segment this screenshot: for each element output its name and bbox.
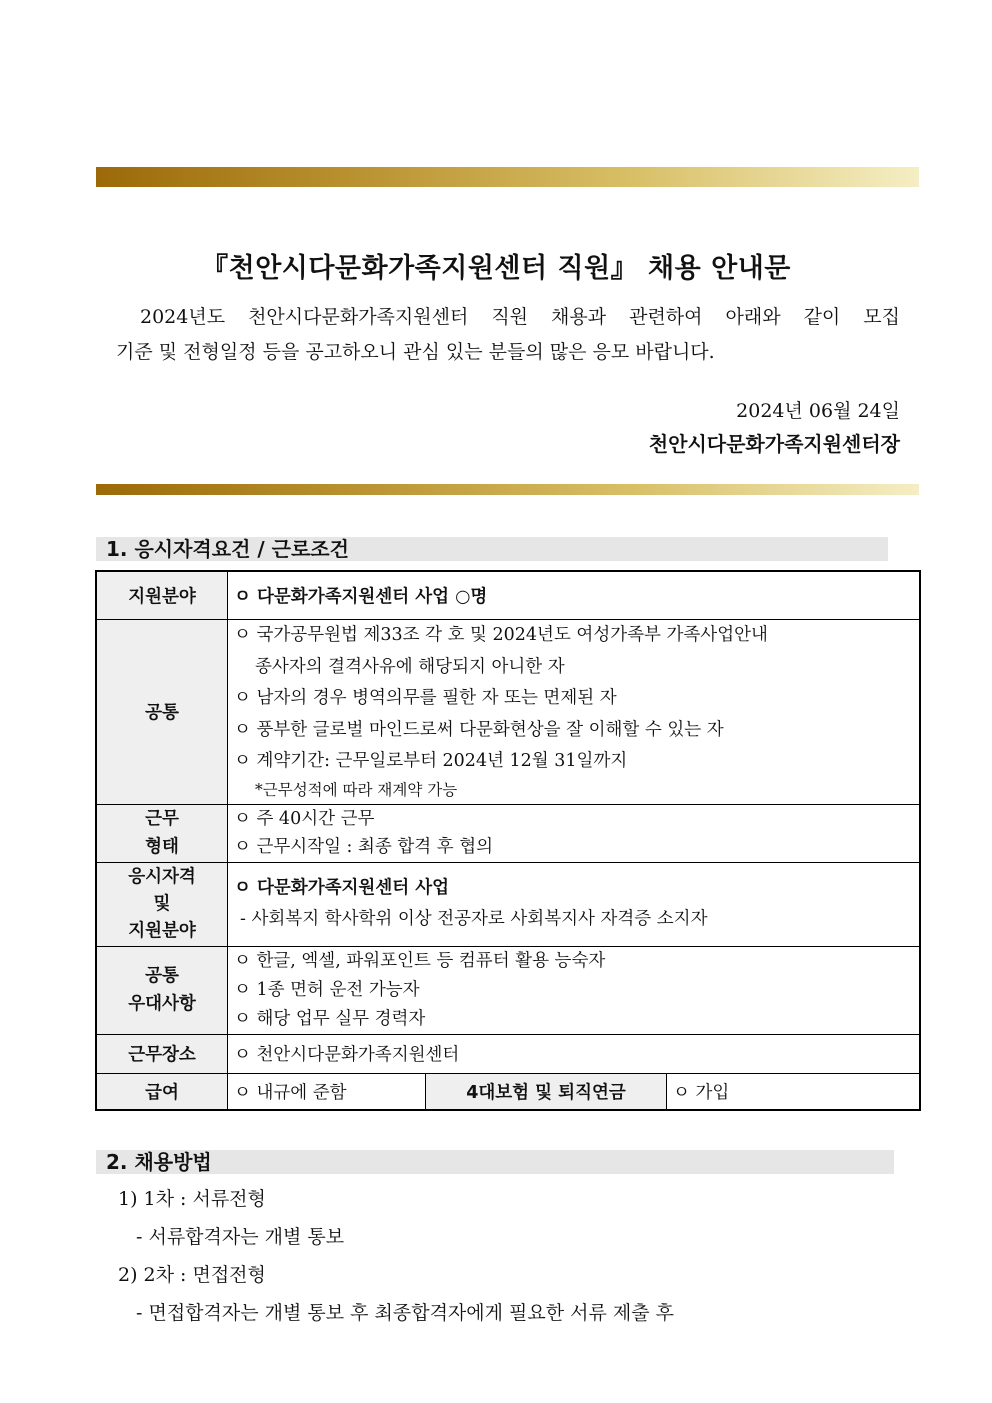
page-title: 『천안시다문화가족지원센터 직원』 채용 안내문 [201, 253, 791, 284]
method-detail-1: - 서류합격자는 개별 통보 [136, 1226, 345, 1248]
list-note: *근무성적에 따라 재계약 가능 [255, 780, 458, 799]
requirements-table [95, 570, 921, 1111]
row-value-field: ㅇ 다문화가족지원센터 사업 ○명 [228, 571, 921, 619]
list-item: ㅇ 풍부한 글로벌 마인드로써 다문화현상을 잘 이해할 수 있는 자 [234, 719, 724, 740]
list-item: - 사회복지 학사학위 이상 전공자로 사회복지사 자격증 소지자 [240, 909, 708, 929]
row-key-field: 지원분야 [96, 571, 228, 619]
list-item: ㅇ 한글, 엑셀, 파워포인트 등 컴퓨터 활용 능숙자 [234, 950, 606, 971]
row-value-work [228, 804, 921, 862]
row-key-insurance: 4대보험 및 퇴직연금 [426, 1073, 667, 1110]
row-key-pay: 급여 [96, 1073, 228, 1110]
decorative-gold-bar-top [96, 167, 919, 187]
decorative-gold-bar-middle [96, 484, 919, 495]
table-row [96, 571, 920, 619]
list-item: 종사자의 결격사유에 해당되지 아니한 자 [255, 656, 565, 677]
row-key-place: 근무장소 [96, 1034, 228, 1073]
row-key-work: 근무 형태 [96, 804, 228, 862]
section2-heading: 2. 채용방법 [96, 1150, 894, 1174]
list-item: ㅇ 다문화가족지원센터 사업 [234, 877, 450, 898]
table-row [96, 804, 920, 862]
table-row [96, 619, 920, 804]
list-item: ㅇ 1종 면허 운전 가능자 [234, 979, 420, 1000]
table-row [96, 1073, 920, 1110]
intro-line-1: 2024년도 천안시다문화가족지원센터 직원 채용과 관련하여 아래와 같이 모집 [140, 306, 900, 328]
table-row [96, 1034, 920, 1073]
row-value-place: ㅇ 천안시다문화가족지원센터 [228, 1034, 921, 1073]
list-item: ㅇ 해당 업무 실무 경력자 [234, 1008, 426, 1029]
method-detail-2: - 면접합격자는 개별 통보 후 최종합격자에게 필요한 서류 제출 후 [136, 1302, 674, 1324]
row-key-common: 공통 [96, 619, 228, 804]
intro-line-2: 기준 및 전형일정 등을 공고하오니 관심 있는 분들의 많은 응모 바랍니다. [116, 341, 715, 363]
list-item: ㅇ 남자의 경우 병역의무를 필한 자 또는 면제된 자 [234, 688, 617, 709]
list-item: ㅇ 국가공무원법 제33조 각 호 및 2024년도 여성가족부 가족사업안내 [234, 625, 768, 646]
row-key-qualification: 응시자격 및 지원분야 [96, 862, 228, 946]
row-value-pay: ㅇ 내규에 준함 [228, 1073, 426, 1110]
section1-heading: 1. 응시자격요건 / 근로조건 [96, 537, 888, 561]
row-key-preference: 공통 우대사항 [96, 946, 228, 1034]
notice-date: 2024년 06월 24일 [736, 400, 900, 422]
list-item: ㅇ 근무시작일 : 최종 합격 후 협의 [234, 837, 494, 857]
table-row [96, 862, 920, 946]
row-value-insurance: ㅇ 가입 [667, 1073, 921, 1110]
row-value-qualification [228, 862, 921, 946]
signer: 천안시다문화가족지원센터장 [648, 432, 900, 456]
method-step-1: 1) 1차 : 서류전형 [118, 1188, 266, 1210]
table-row [96, 946, 920, 1034]
row-value-preference [228, 946, 921, 1034]
row-value-common [228, 619, 921, 804]
list-item: ㅇ 계약기간: 근무일로부터 2024년 12월 31일까지 [234, 751, 628, 772]
list-item: ㅇ 주 40시간 근무 [234, 809, 375, 829]
method-step-2: 2) 2차 : 면접전형 [118, 1264, 266, 1286]
